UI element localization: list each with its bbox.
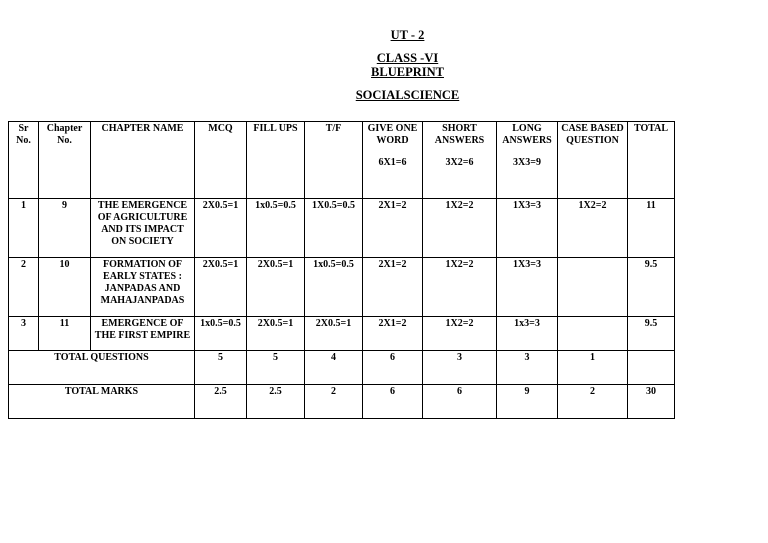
cell-mcq: 2.5 xyxy=(195,385,247,419)
col-header-short-answers xyxy=(423,122,497,199)
subject-heading: SOCIALSCIENCE xyxy=(355,88,460,102)
cell-fill-ups: 1x0.5=0.5 xyxy=(247,199,305,258)
cell-short-answers: 3 xyxy=(423,351,497,385)
total-marks-label: TOTAL MARKS xyxy=(9,385,195,419)
header-row xyxy=(9,122,675,199)
cell-total: 9.5 xyxy=(628,258,675,317)
col-header-case-based: CASE BASED QUESTION xyxy=(558,122,628,199)
cell-tf: 1X0.5=0.5 xyxy=(305,199,363,258)
cell-mcq: 2X0.5=1 xyxy=(195,199,247,258)
cell-chapter-no: 10 xyxy=(39,258,91,317)
col-header-tf: T/F xyxy=(305,122,363,199)
short-answers-label: SHORT ANSWERS xyxy=(434,123,485,146)
long-answers-label: LONG ANSWERS xyxy=(502,123,552,146)
cell-tf: 4 xyxy=(305,351,363,385)
table-row xyxy=(9,199,675,258)
cell-give-one-word: 2X1=2 xyxy=(363,317,423,351)
cell-fill-ups: 2.5 xyxy=(247,385,305,419)
cell-give-one-word: 2X1=2 xyxy=(363,199,423,258)
cell-mcq: 5 xyxy=(195,351,247,385)
cell-give-one-word: 2X1=2 xyxy=(363,258,423,317)
give-one-word-marks: 6X1=6 xyxy=(378,157,407,168)
cell-mcq: 2X0.5=1 xyxy=(195,258,247,317)
col-header-chapter-name: CHAPTER NAME xyxy=(91,122,195,199)
cell-long-answers: 9 xyxy=(497,385,558,419)
short-answers-marks: 3X2=6 xyxy=(445,157,474,168)
col-header-give-one-word xyxy=(363,122,423,199)
cell-long-answers: 1x3=3 xyxy=(497,317,558,351)
cell-chapter-name: THE EMERGENCE OF AGRICULTURE AND ITS IMPACT ON SOCIETY xyxy=(91,199,195,258)
give-one-word-label: GIVE ONE WORD xyxy=(367,123,418,146)
cell-sr: 1 xyxy=(9,199,39,258)
cell-sr: 2 xyxy=(9,258,39,317)
long-answers-marks: 3X3=9 xyxy=(513,157,541,168)
col-header-long-answers xyxy=(497,122,558,199)
cell-chapter-name: FORMATION OF EARLY STATES : JANPADAS AND MAHAJANPADAS xyxy=(91,258,195,317)
cell-fill-ups: 5 xyxy=(247,351,305,385)
document-title: UT - 2 xyxy=(390,28,425,42)
col-header-total: TOTAL xyxy=(628,122,675,199)
col-header-sr: Sr No. xyxy=(9,122,39,199)
cell-case-based: 2 xyxy=(558,385,628,419)
cell-tf: 1x0.5=0.5 xyxy=(305,258,363,317)
cell-give-one-word: 6 xyxy=(363,385,423,419)
cell-total xyxy=(628,351,675,385)
cell-chapter-name: EMERGENCE OF THE FIRST EMPIRE xyxy=(91,317,195,351)
cell-long-answers: 1X3=3 xyxy=(497,199,558,258)
cell-case-based: 1X2=2 xyxy=(558,199,628,258)
cell-case-based: 1 xyxy=(558,351,628,385)
cell-total: 11 xyxy=(628,199,675,258)
table-row xyxy=(9,317,675,351)
total-questions-label: TOTAL QUESTIONS xyxy=(9,351,195,385)
cell-mcq: 1x0.5=0.5 xyxy=(195,317,247,351)
total-questions-row xyxy=(9,351,675,385)
cell-short-answers: 1X2=2 xyxy=(423,317,497,351)
cell-give-one-word: 6 xyxy=(363,351,423,385)
col-header-fill-ups: FILL UPS xyxy=(247,122,305,199)
cell-tf: 2X0.5=1 xyxy=(305,317,363,351)
blueprint-table xyxy=(8,121,675,419)
class-heading: CLASS -VI xyxy=(376,51,439,65)
cell-fill-ups: 2X0.5=1 xyxy=(247,258,305,317)
cell-case-based xyxy=(558,258,628,317)
col-header-mcq: MCQ xyxy=(195,122,247,199)
cell-fill-ups: 2X0.5=1 xyxy=(247,317,305,351)
table-row xyxy=(9,258,675,317)
cell-long-answers: 3 xyxy=(497,351,558,385)
blueprint-heading: BLUEPRINT xyxy=(371,65,444,79)
cell-case-based xyxy=(558,317,628,351)
cell-total: 30 xyxy=(628,385,675,419)
cell-tf: 2 xyxy=(305,385,363,419)
cell-short-answers: 1X2=2 xyxy=(423,258,497,317)
cell-chapter-no: 9 xyxy=(39,199,91,258)
total-marks-row xyxy=(9,385,675,419)
cell-short-answers: 1X2=2 xyxy=(423,199,497,258)
col-header-chapter-no: Chapter No. xyxy=(39,122,91,199)
cell-sr: 3 xyxy=(9,317,39,351)
cell-total: 9.5 xyxy=(628,317,675,351)
cell-chapter-no: 11 xyxy=(39,317,91,351)
cell-long-answers: 1X3=3 xyxy=(497,258,558,317)
cell-short-answers: 6 xyxy=(423,385,497,419)
